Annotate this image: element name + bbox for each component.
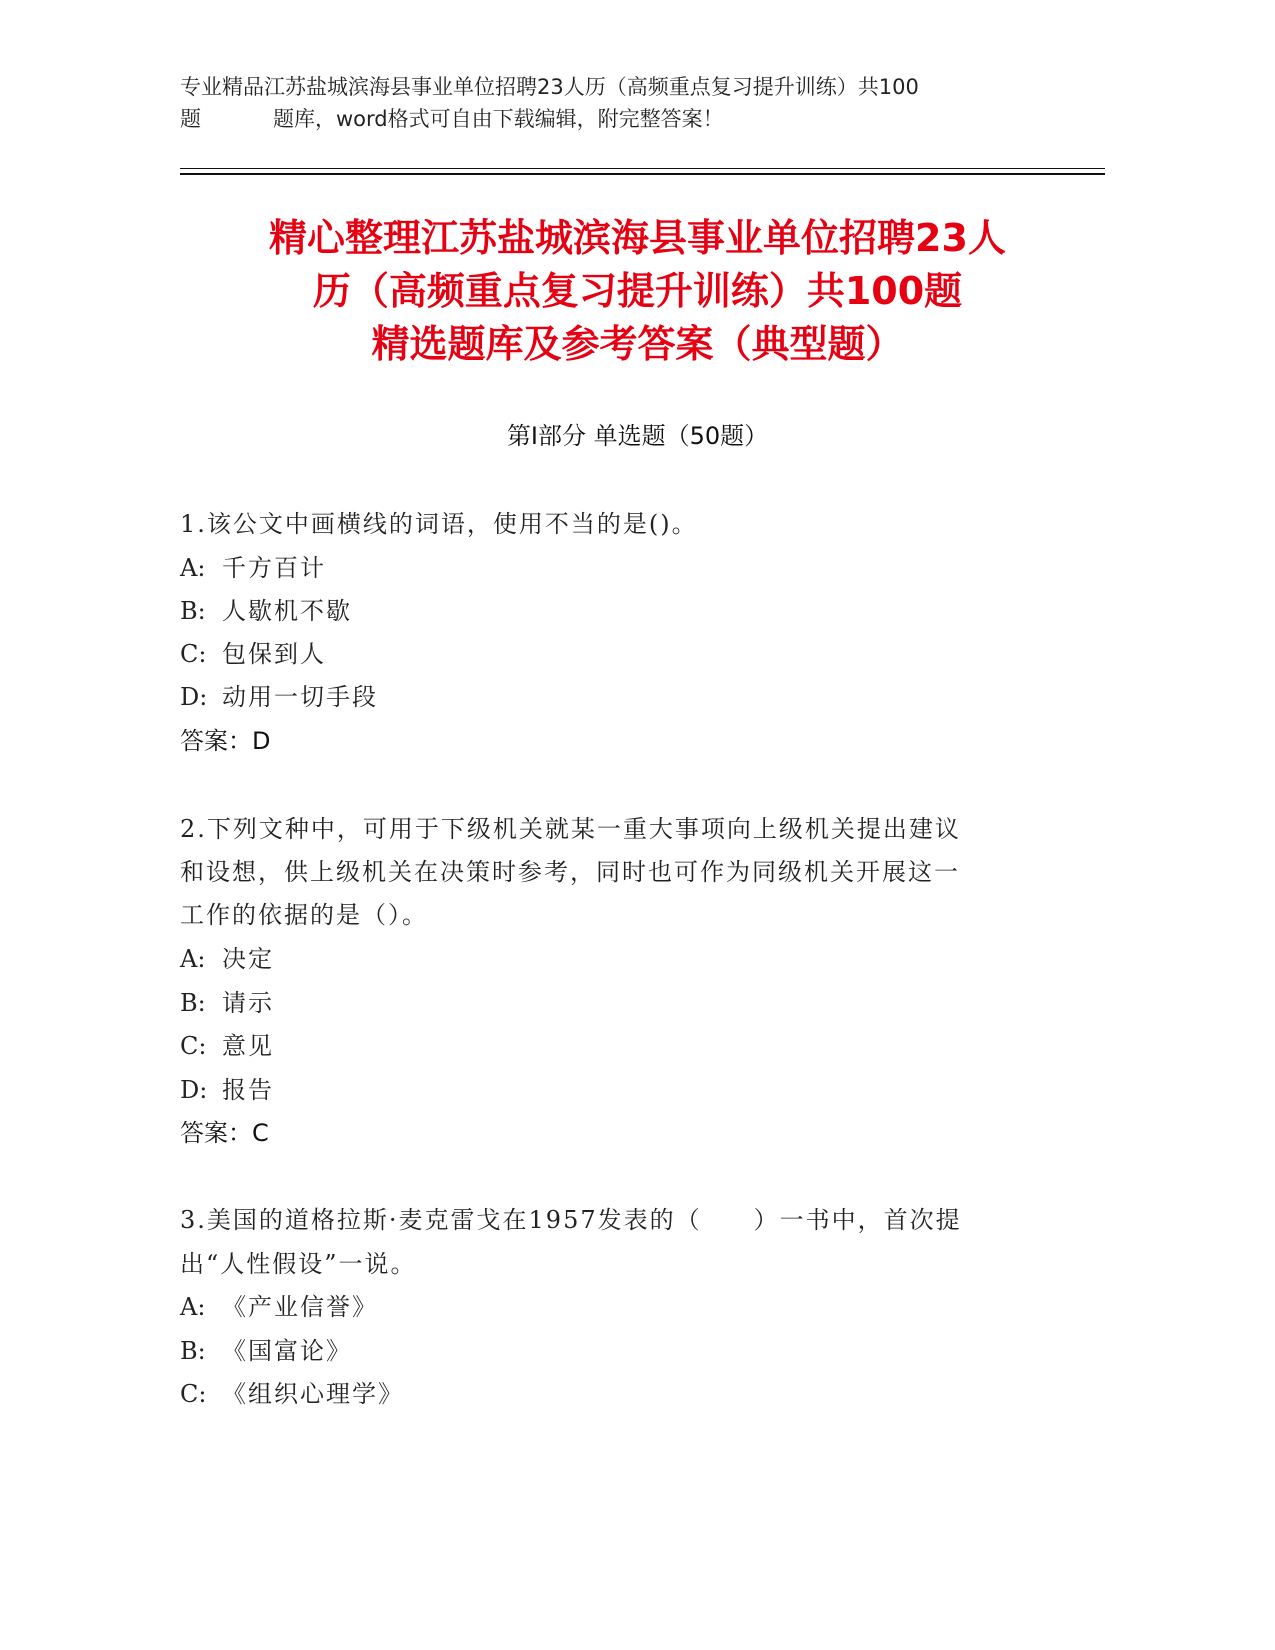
question-1-option-b: B: 人歇机不歇 <box>180 597 352 625</box>
title-line-1: 精心整理江苏盐城滨海县事业单位招聘23人 <box>269 216 1006 260</box>
question-1-option-a: A: 千方百计 <box>180 554 326 582</box>
question-3-option-a: A: 《产业信誉》 <box>180 1293 378 1321</box>
question-2-answer: 答案：C <box>180 1119 269 1147</box>
header-rule-thin <box>180 168 1105 169</box>
header-rule-thick <box>180 173 1105 175</box>
question-1-option-d: D: 动用一切手段 <box>180 683 378 711</box>
question-2-option-b: B: 请示 <box>180 989 274 1017</box>
question-1-answer: 答案：D <box>180 727 271 755</box>
question-3-option-c: C: 《组织心理学》 <box>180 1380 404 1408</box>
question-2-stem-line-1: 2.下列文种中，可用于下级机关就某一重大事项向上级机关提出建议 <box>180 815 961 843</box>
header-line-1: 专业精品江苏盐城滨海县事业单位招聘23人历（高频重点复习提升训练）共100 <box>180 75 919 99</box>
question-2-stem-line-3: 工作的依据的是（）。 <box>180 901 428 929</box>
question-2-option-c: C: 意见 <box>180 1032 274 1060</box>
question-2-stem-line-2: 和设想，供上级机关在决策时参考，同时也可作为同级机关开展这一 <box>180 858 960 886</box>
document-title <box>130 212 1145 371</box>
question-2-option-a: A: 决定 <box>180 945 274 973</box>
header-line-2-rest: 题库，word格式可自由下载编辑，附完整答案！ <box>273 107 724 131</box>
question-3-stem-line-1: 3.美国的道格拉斯·麦克雷戈在1957发表的（ ）一书中，首次提 <box>180 1206 962 1234</box>
question-3-option-b: B: 《国富论》 <box>180 1337 352 1365</box>
question-2-option-d: D: 报告 <box>180 1076 274 1104</box>
question-1-stem: 1.该公文中画横线的词语，使用不当的是()。 <box>180 510 698 538</box>
section-heading: 第I部分 单选题（50题） <box>506 422 769 450</box>
title-line-2: 历（高频重点复习提升训练）共100题 <box>312 269 963 313</box>
question-1-option-c: C: 包保到人 <box>180 640 326 668</box>
question-3-stem-line-2: 出“人性假设”一说。 <box>180 1250 417 1278</box>
header-line-2 <box>180 104 1060 134</box>
title-line-3: 精选题库及参考答案（典型题） <box>371 322 904 366</box>
header-line-2-start: 题 <box>180 107 201 131</box>
